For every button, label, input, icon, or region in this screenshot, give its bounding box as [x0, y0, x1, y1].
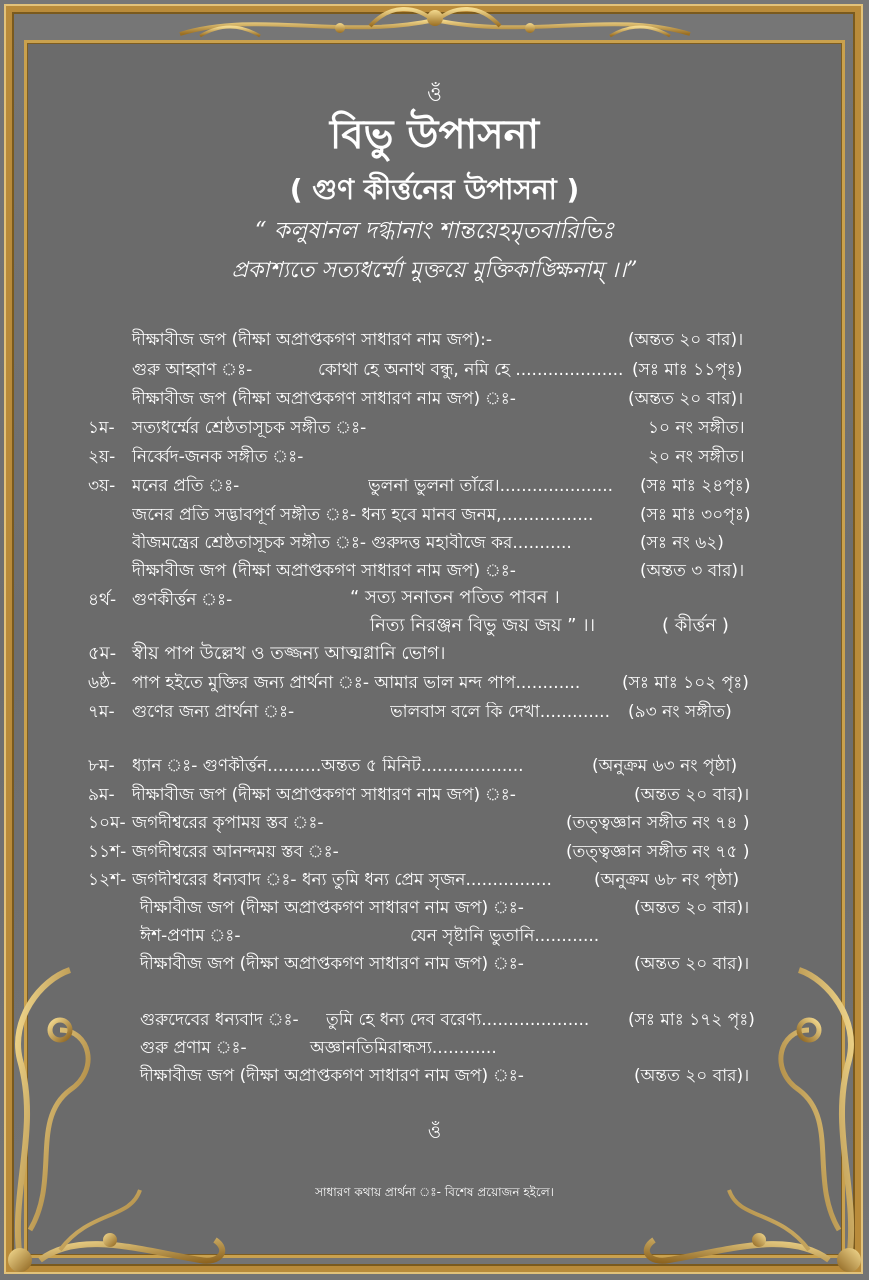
list-item-ref: (অনুক্রম ৬৮ নং পৃষ্ঠা)	[594, 870, 740, 890]
list-item-ref: ১০ নং সঙ্গীত।	[648, 418, 745, 438]
list-item-text: দীক্ষাবীজ জপ (দীক্ষা অপ্রাপ্তকগণ সাধারণ নাম জপ) ঃ-	[132, 389, 516, 409]
sanskrit-quote-line-1: “ কলুষানল দগ্ধানাং শান্তয়েহমৃতবারিভিঃ	[254, 218, 615, 244]
list-item-text: দীক্ষাবীজ জপ (দীক্ষা অপ্রাপ্তকগণ সাধারণ নাম জপ) ঃ-	[140, 1066, 524, 1086]
list-item-number: ৭ম-	[88, 702, 115, 722]
list-item-number: ৮ম-	[88, 756, 115, 776]
kirtan-line-2: নিত্য নিরঞ্জন বিভু জয় জয় ” ।।	[370, 615, 596, 636]
list-item-text: জগদীশ্বরের ধন্যবাদ ঃ- ধন্য তুমি ধন্য প্রেম সৃজন................	[132, 870, 552, 890]
footer-note: সাধারণ কথায় প্রার্থনা ঃ- বিশেষ প্রয়োজন হইলে।	[315, 1185, 554, 1199]
list-item-song: যেন সৃষ্টানি ভুতানি............	[410, 926, 600, 946]
list-item-number: ১ম-	[88, 418, 115, 438]
list-item-count: (অন্তত ২০ বার)।	[634, 1066, 750, 1086]
list-item-text: গুরু আহ্বাণ ঃ-	[132, 360, 253, 380]
list-item-ref: ২০ নং সঙ্গীত।	[648, 447, 745, 467]
list-item-text: ঈশ-প্রণাম ঃ-	[140, 926, 241, 946]
kirtan-line-1: “ সত্য সনাতন পতিত পাবন ।	[350, 587, 560, 608]
kirtan-label: ( কীৰ্ত্তন )	[662, 615, 729, 636]
list-item-text: সত্যধর্ম্মের শ্রেষ্ঠতাসূচক সঙ্গীত ঃ-	[132, 418, 367, 438]
list-item-text: দীক্ষাবীজ জপ (দীক্ষা অপ্রাপ্তকগণ সাধারণ নাম জপ) ঃ-	[132, 785, 516, 805]
list-item-text: দীক্ষাবীজ জপ (দীক্ষা অপ্রাপ্তকগণ সাধারণ নাম জপ) ঃ-	[140, 898, 524, 918]
list-item-count: (অন্তত ২০ বার)।	[634, 785, 750, 805]
list-item-count: (অন্তত ২০ বার)।	[634, 898, 750, 918]
list-item-text: গুরুদেবের ধন্যবাদ ঃ-	[140, 1010, 299, 1030]
om-symbol-bottom: ওঁ	[427, 1122, 442, 1143]
list-item-song: তুমি হে ধন্য দেব বরেণ্য....................	[326, 1010, 590, 1030]
list-item-text: জগদীশ্বরের কৃপাময় স্তব ঃ-	[132, 813, 324, 833]
list-item-song: অজ্ঞানতিমিরান্ধস্য............	[310, 1038, 497, 1058]
list-item-count: (অন্তত ৩ বার)।	[640, 561, 745, 581]
list-item-text: স্বীয় পাপ উল্লেখ ও তজ্জন্য আত্মগ্লানি ভোগ।	[132, 643, 446, 664]
list-item-number: ২য়-	[88, 447, 116, 467]
list-item-ref: (সঃ মাঃ ২৪পৃঃ)	[640, 476, 751, 496]
list-item-text: গুণের জন্য প্রার্থনা ঃ-	[132, 702, 295, 722]
list-item-song: কোথা হে অনাথ বন্ধু, নমি হে ....................	[318, 360, 624, 380]
list-item-text: মনের প্রতি ঃ-	[132, 476, 240, 496]
list-item-number: ৪র্থ-	[88, 590, 117, 610]
list-item-number: ৫ম-	[88, 643, 117, 664]
list-item-ref: (অনুক্রম ৬৩ নং পৃষ্ঠা)	[592, 756, 738, 776]
om-symbol-top: ওঁ	[427, 82, 442, 106]
list-item-number: ৩য়-	[88, 476, 116, 496]
list-item-ref: (সঃ মাঃ ১৭২ পৃঃ)	[628, 1010, 755, 1030]
bottom-left-ornament-icon	[0, 930, 240, 1280]
list-item-ref: (তত্ত্বজ্ঞান সঙ্গীত নং ৭৪ )	[566, 813, 750, 833]
list-item-ref: (৯৩ নং সঙ্গীত)	[628, 702, 732, 722]
list-item-text: গুণকীৰ্ত্তন ঃ-	[132, 590, 233, 610]
list-item-text: দীক্ষাবীজ জপ (দীক্ষা অপ্রাপ্তকগণ সাধারণ নাম জপ) ঃ-	[132, 561, 516, 581]
list-item-song: ভালবাস বলে কি দেখা.............	[390, 702, 610, 722]
list-item-ref: (সঃ মাঃ ১০২ পৃঃ)	[622, 673, 749, 693]
bottom-right-ornament-icon	[629, 930, 869, 1280]
list-item-text: ধ্যান ঃ- গুণকীৰ্ত্তন..........অন্তত ৫ মিনিট...................	[132, 756, 524, 776]
list-item-number: ৬ষ্ঠ-	[88, 673, 117, 693]
list-item-song: ভুলনা ভুলনা তাঁরে।.....................	[368, 476, 614, 496]
list-item-text: জগদীশ্বরের আনন্দময় স্তব ঃ-	[132, 842, 339, 862]
list-item-ref: (সঃ মাঃ ৩০পৃঃ)	[640, 505, 751, 525]
list-item-count: (অন্তত ২০ বার)।	[628, 330, 744, 350]
page-subtitle: ( গুণ কীৰ্ত্তনের উপাসনা )	[289, 173, 580, 206]
top-ornament-icon	[140, 0, 730, 56]
list-item-number: ৯ম-	[88, 785, 115, 805]
list-item-text: গুরু প্রণাম ঃ-	[140, 1038, 247, 1058]
sanskrit-quote-line-2: প্রকাশ্যতে সত্যধর্ম্মো মুক্তয়ে মুক্তিকাঙ্ক্ষিনাম্ ।।”	[231, 258, 638, 283]
list-item-count: (অন্তত ২০ বার)।	[628, 389, 744, 409]
list-item-number: ১১শ-	[88, 842, 127, 862]
page-title: বিভু উপাসনা	[329, 112, 540, 158]
list-item-text: পাপ হইতে মুক্তির জন্য প্রার্থনা ঃ- আমার ভাল মন্দ পাপ............	[132, 673, 581, 693]
list-item-number: ১০ম-	[88, 813, 126, 833]
list-item-count: (অন্তত ২০ বার)।	[634, 954, 750, 974]
list-item-ref: (সঃ নং ৬২)	[640, 533, 724, 553]
list-item-number: ১২শ-	[88, 870, 127, 890]
list-item-text: দীক্ষাবীজ জপ (দীক্ষা অপ্রাপ্তকগণ সাধারণ নাম জপ) ঃ-	[140, 954, 524, 974]
list-item-text: দীক্ষাবীজ জপ (দীক্ষা অপ্রাপ্তকগণ সাধারণ নাম জপ):-	[132, 330, 492, 350]
list-item-text: বীজমন্ত্রের শ্রেষ্ঠতাসূচক সঙ্গীত ঃ- গুরুদত্ত মহাবীজে কর...........	[132, 533, 572, 553]
list-item-text: জনের প্রতি সদ্ভাবপূর্ণ সঙ্গীত ঃ- ধন্য হবে মানব জনম,.................	[132, 505, 594, 525]
list-item-ref: (সঃ মাঃ ১১পৃঃ)	[632, 360, 743, 380]
list-item-ref: (তত্ত্বজ্ঞান সঙ্গীত নং ৭৫ )	[566, 842, 750, 862]
list-item-text: নির্ব্বেদ-জনক সঙ্গীত ঃ-	[132, 447, 304, 467]
